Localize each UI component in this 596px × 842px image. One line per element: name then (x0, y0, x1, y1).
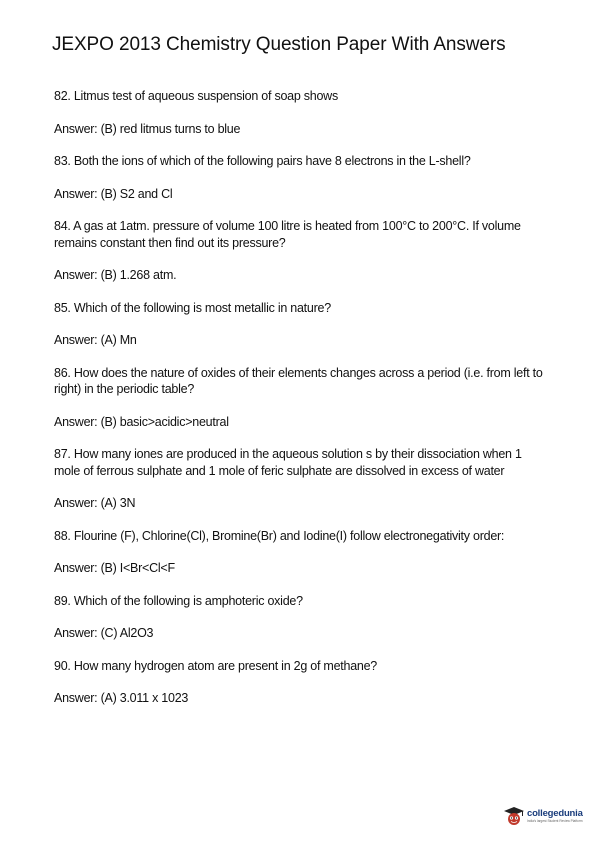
logo-tagline: India's largest Student Review Platform (527, 819, 583, 823)
qa-item-88 (54, 528, 549, 577)
question-text: 90. How many hydrogen atom are present in 2g of methane? (54, 658, 378, 673)
question-text: 82. Litmus test of aqueous suspension of soap shows (54, 89, 338, 103)
answer-text: Answer: (B) I<Br<Cl<F (54, 561, 175, 575)
logo-name: collegedunia (527, 808, 583, 819)
question-text: 84. A gas at 1atm. pressure of volume 100 litre is heated from 100°C to 200°C. If volume remains constant then find out its pressure? (54, 219, 521, 250)
answer-text: Answer: (C) Al2O3 (54, 626, 154, 640)
qa-item-90 (54, 658, 549, 707)
question-text: 89. Which of the following is amphoteric oxide? (54, 593, 303, 608)
answer-text: Answer: (B) 1.268 atm. (54, 268, 177, 282)
answer-text: Answer: (A) Mn (54, 333, 137, 347)
qa-item-83 (54, 153, 549, 202)
qa-item-82 (54, 88, 549, 137)
question-list (54, 88, 549, 723)
answer-text: Answer: (B) red litmus turns to blue (54, 121, 241, 136)
qa-item-89 (54, 593, 549, 642)
graduate-mascot-icon (503, 805, 525, 827)
answer-text: Answer: (A) 3N (54, 496, 136, 510)
qa-item-86 (54, 365, 549, 431)
qa-item-87 (54, 446, 549, 512)
question-text: 83. Both the ions of which of the following pairs have 8 electrons in the L-shell? (54, 154, 471, 168)
qa-item-85 (54, 300, 549, 349)
question-text: 85. Which of the following is most metallic in nature? (54, 300, 331, 315)
question-text: 87. How many iones are produced in the aqueous solution s by their dissociation when 1 mole of ferrous sulphate and 1 mole of feric sulphate are dissolved in excess of water (54, 447, 522, 478)
collegedunia-logo (503, 805, 583, 827)
answer-text: Answer: (A) 3.011 x 1023 (54, 691, 189, 705)
question-text: 88. Flourine (F), Chlorine(Cl), Bromine(Br) and Iodine(I) follow electronegativity order: (54, 528, 505, 543)
question-text: 86. How does the nature of oxides of their elements changes across a period (i.e. from left to right) in the periodic table? (54, 365, 543, 396)
answer-text: Answer: (B) basic>acidic>neutral (54, 414, 229, 429)
qa-item-84 (54, 218, 549, 284)
answer-text: Answer: (B) S2 and Cl (54, 186, 173, 201)
page-title: JEXPO 2013 Chemistry Question Paper With Answers (52, 34, 506, 55)
